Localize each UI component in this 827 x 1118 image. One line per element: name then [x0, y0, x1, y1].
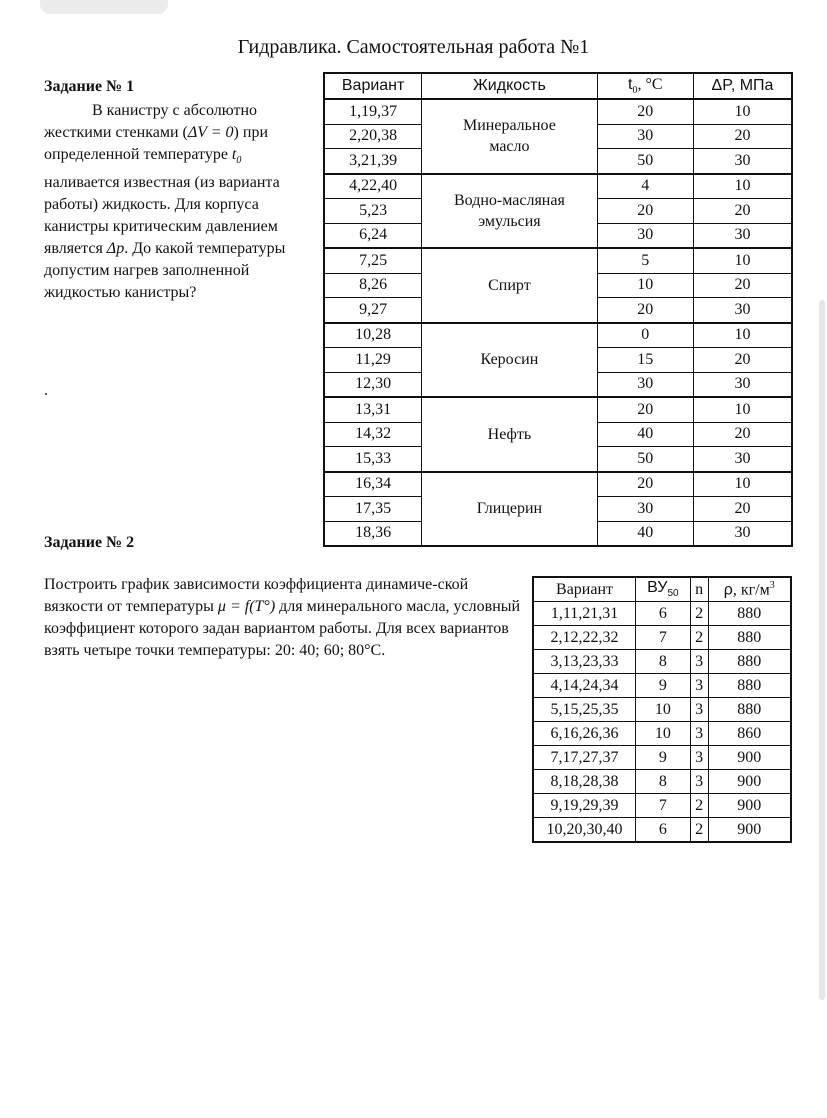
task2-table-header [533, 577, 791, 602]
liquid-cell [422, 472, 597, 547]
pressure-cell: 20 [693, 422, 792, 447]
task2-heading: Задание № 2 [44, 534, 135, 551]
variant-cell: 16,34 [324, 472, 422, 497]
pressure-cell: 10 [693, 99, 792, 124]
pressure-cell: 20 [693, 497, 792, 522]
pressure-cell: 10 [693, 248, 792, 273]
density-cell: 880 [708, 650, 791, 674]
liquid-name: Водно-масляная [454, 191, 565, 209]
pressure-cell: 20 [693, 199, 792, 224]
liquid-name: Минеральное [462, 117, 556, 135]
table-row [533, 650, 791, 674]
variant-cell: 5,23 [324, 199, 422, 224]
header-density: ρ, $кг/м^3$ [708, 577, 791, 602]
liquid-cell [422, 248, 597, 323]
table-row [324, 174, 792, 199]
variant-cell: 1,19,37 [324, 99, 422, 124]
density-cell: 880 [708, 674, 791, 698]
table-row [324, 323, 792, 348]
table-row [324, 99, 792, 124]
vu-cell: 6 [636, 818, 691, 843]
variant-cell: 5,15,25,35 [533, 698, 636, 722]
table-row [533, 698, 791, 722]
density-cell: 880 [708, 698, 791, 722]
vu-cell: 10 [636, 722, 691, 746]
temperature-cell: 30 [597, 497, 693, 522]
density-cell: 880 [708, 626, 791, 650]
temperature-cell: 30 [597, 372, 693, 397]
header-liquid: Жидкость [422, 73, 597, 99]
temperature-cell: 4 [597, 174, 693, 199]
temperature-cell: 15 [597, 348, 693, 373]
n-cell: 3 [690, 770, 708, 794]
temperature-cell: 30 [597, 124, 693, 149]
liquid-name-line2: эмульсия [478, 212, 541, 230]
variant-cell: 6,16,26,36 [533, 722, 636, 746]
liquid-cell [422, 323, 597, 398]
table-row [533, 794, 791, 818]
n-cell: 2 [690, 818, 708, 843]
n-cell: 3 [690, 722, 708, 746]
vu-cell: 7 [636, 626, 691, 650]
table-row [533, 626, 791, 650]
header-variant: Вариант [324, 73, 422, 99]
temperature-cell: 20 [597, 397, 693, 422]
table-row [533, 722, 791, 746]
task1-heading: Задание № 1 [44, 78, 135, 95]
n-cell: 3 [690, 746, 708, 770]
table-row [533, 674, 791, 698]
variant-cell: 11,29 [324, 348, 422, 373]
n-cell: 2 [690, 626, 708, 650]
pressure-cell: 30 [693, 447, 792, 472]
pressure-cell: 30 [693, 372, 792, 397]
variant-cell: 6,24 [324, 223, 422, 248]
temperature-cell: 20 [597, 199, 693, 224]
stray-dot: . [44, 382, 48, 399]
temperature-cell: 40 [597, 422, 693, 447]
header-vu: $ВУ_{50}$ [636, 577, 691, 602]
pressure-cell: 30 [693, 521, 792, 546]
table-row [533, 746, 791, 770]
variant-cell: 4,22,40 [324, 174, 422, 199]
vu-cell: 9 [636, 746, 691, 770]
pressure-cell: 30 [693, 149, 792, 174]
n-cell: 2 [690, 602, 708, 626]
header-temperature: $t_0$, °C [597, 73, 693, 99]
n-cell: 3 [690, 674, 708, 698]
table-row [533, 770, 791, 794]
temperature-cell: 30 [597, 223, 693, 248]
variant-cell: 17,35 [324, 497, 422, 522]
liquid-name: Нефть [487, 425, 532, 443]
pressure-cell: 10 [693, 397, 792, 422]
variant-cell: 13,31 [324, 397, 422, 422]
n-cell: 3 [690, 650, 708, 674]
variant-cell: 1,11,21,31 [533, 602, 636, 626]
temperature-cell: 50 [597, 149, 693, 174]
variant-cell: 2,20,38 [324, 124, 422, 149]
variant-cell: 7,25 [324, 248, 422, 273]
variant-cell: 8,18,28,38 [533, 770, 636, 794]
pressure-cell: 20 [693, 124, 792, 149]
density-cell: 900 [708, 746, 791, 770]
density-cell: 900 [708, 770, 791, 794]
table-row [324, 472, 792, 497]
vu-cell: 7 [636, 794, 691, 818]
header-pressure: ΔP, МПа [693, 73, 792, 99]
pressure-cell: 10 [693, 323, 792, 348]
variant-cell: 10,20,30,40 [533, 818, 636, 843]
vu-cell: 8 [636, 650, 691, 674]
pressure-cell: 20 [693, 348, 792, 373]
vu-cell: 9 [636, 674, 691, 698]
variant-cell: 9,27 [324, 298, 422, 323]
temperature-cell: 40 [597, 521, 693, 546]
task1-table-header [324, 73, 792, 99]
task2-table [532, 576, 792, 843]
liquid-name: Глицерин [476, 500, 543, 518]
pressure-cell: 30 [693, 298, 792, 323]
header-variant: Вариант [533, 577, 636, 602]
variant-cell: 9,19,29,39 [533, 794, 636, 818]
temperature-cell: 20 [597, 298, 693, 323]
temperature-cell: 20 [597, 472, 693, 497]
variant-cell: 12,30 [324, 372, 422, 397]
variant-cell: 15,33 [324, 447, 422, 472]
n-cell: 3 [690, 698, 708, 722]
variant-cell: 7,17,27,37 [533, 746, 636, 770]
pressure-cell: 10 [693, 472, 792, 497]
pressure-cell: 20 [693, 273, 792, 298]
temperature-cell: 5 [597, 248, 693, 273]
variant-cell: 10,28 [324, 323, 422, 348]
table-row [324, 248, 792, 273]
document-title: Гидравлика. Самостоятельная работа №1 [237, 36, 590, 58]
density-cell: 860 [708, 722, 791, 746]
table-row [324, 397, 792, 422]
table-row [533, 818, 791, 843]
scrollbar[interactable] [819, 300, 825, 1000]
liquid-cell [422, 99, 597, 174]
pressure-cell: 10 [693, 174, 792, 199]
temperature-cell: 50 [597, 447, 693, 472]
task2-text: Построить график зависимости коэффициента динамиче-ской вязкости от температуры μ = f(T°) для минерального масла, условный коэффициент которого задан вариантом работы. Для всех вариантов взять четыре точки температуры: 20: 40; 60; 80°С. [44, 576, 521, 659]
variant-cell: 8,26 [324, 273, 422, 298]
variant-cell: 18,36 [324, 521, 422, 546]
density-cell: 900 [708, 818, 791, 843]
temperature-cell: 20 [597, 99, 693, 124]
temperature-cell: 10 [597, 273, 693, 298]
variant-cell: 14,32 [324, 422, 422, 447]
task1-text: В канистру с абсолютно жесткими стенками (ΔV = 0) при определенной температуре $t_0$ наливается известная (из варианта работы) жидкость. Для корпуса канистры критическим давлением является Δp. До какой температуры допустим нагрев заполненной жидкостью канистры? [44, 102, 286, 302]
liquid-name: Керосин [480, 351, 539, 369]
liquid-cell [422, 174, 597, 249]
variant-cell: 4,14,24,34 [533, 674, 636, 698]
vu-cell: 8 [636, 770, 691, 794]
liquid-name-line2: масло [489, 138, 530, 156]
liquid-cell [422, 397, 597, 472]
table-row [533, 602, 791, 626]
vu-cell: 10 [636, 698, 691, 722]
task1-table [323, 72, 793, 547]
variant-cell: 3,13,23,33 [533, 650, 636, 674]
density-cell: 880 [708, 602, 791, 626]
browser-tab-stub [40, 0, 168, 14]
header-n: n [690, 577, 708, 602]
variant-cell: 3,21,39 [324, 149, 422, 174]
temperature-cell: 0 [597, 323, 693, 348]
pressure-cell: 30 [693, 223, 792, 248]
density-cell: 900 [708, 794, 791, 818]
vu-cell: 6 [636, 602, 691, 626]
liquid-name: Спирт [488, 276, 531, 294]
n-cell: 2 [690, 794, 708, 818]
variant-cell: 2,12,22,32 [533, 626, 636, 650]
